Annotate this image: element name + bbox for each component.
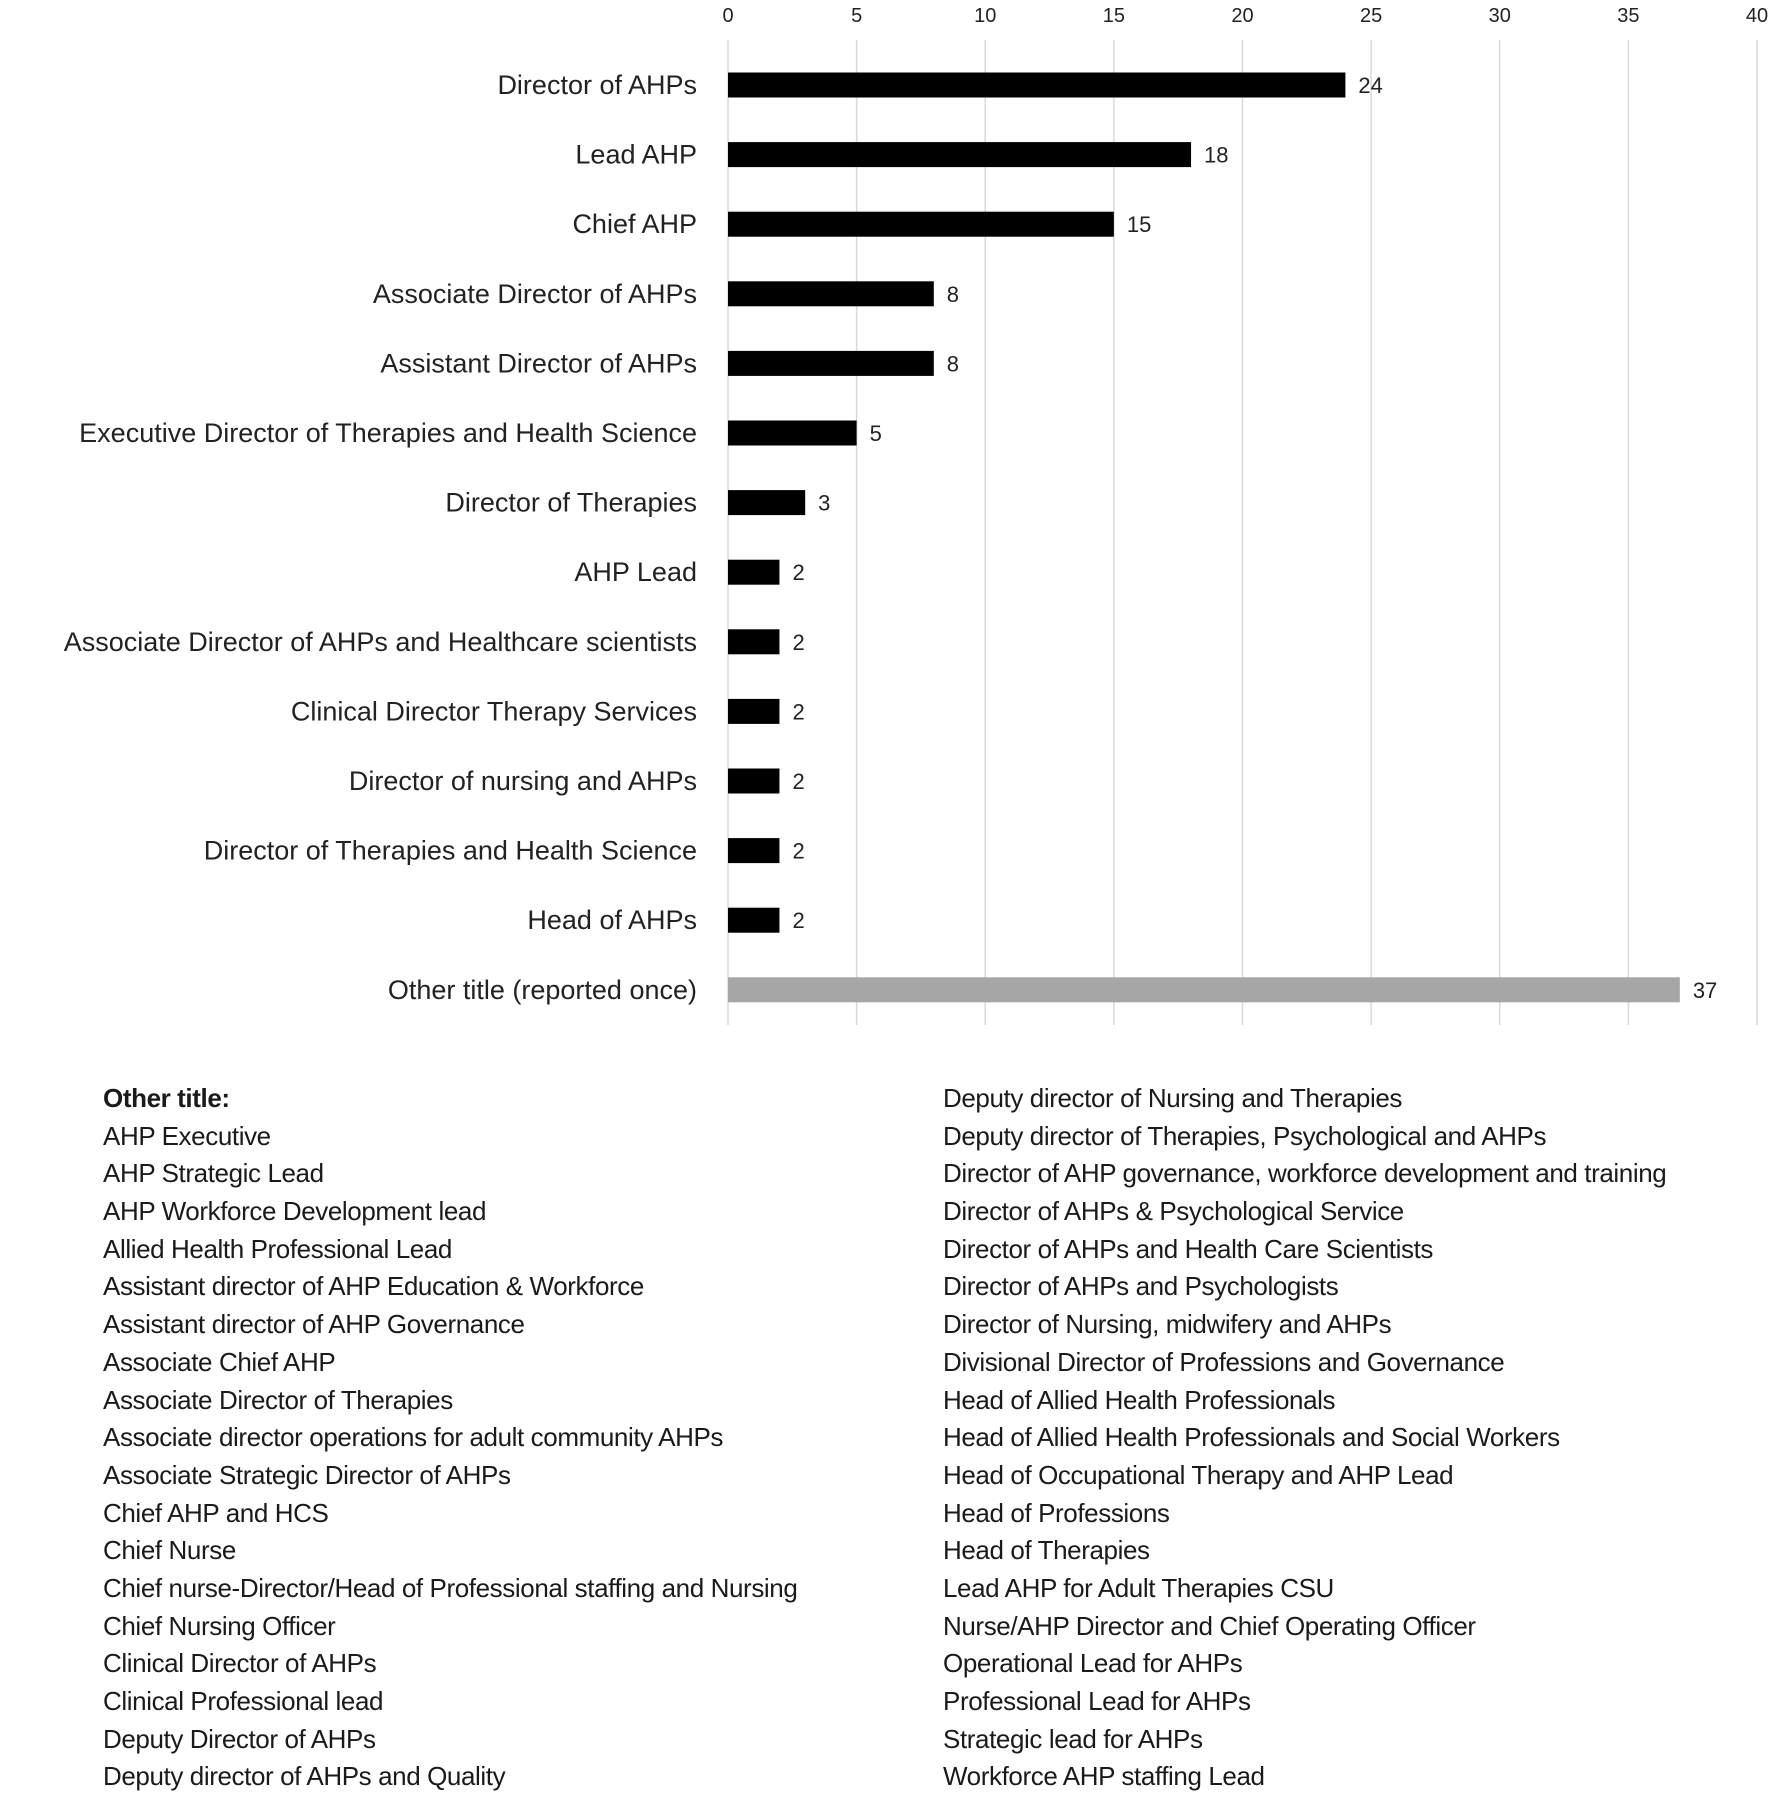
bar [728, 977, 1680, 1002]
other-title-item: Lead AHP for Adult Therapies CSU [943, 1572, 1334, 1603]
data-label: 24 [1358, 73, 1383, 98]
data-label: 2 [792, 769, 805, 794]
data-label: 37 [1692, 977, 1718, 1003]
x-tick-label: 5 [851, 5, 863, 27]
other-titles-left-column [103, 1080, 797, 1796]
other-title-item: Assistant director of AHP Education & Workforce [103, 1271, 644, 1302]
other-title-item: Associate Director of Therapies [103, 1384, 453, 1415]
other-title-item: Deputy director of AHPs and Quality [103, 1761, 506, 1792]
data-label: 15 [1126, 212, 1152, 238]
gridlines [728, 40, 1757, 1025]
data-label: 8 [946, 351, 960, 377]
bar [728, 142, 1191, 167]
data-label: 2 [792, 908, 805, 934]
data-label: 2 [792, 838, 805, 864]
other-title-item: AHP Executive [103, 1120, 271, 1151]
other-title-item: Clinical Professional lead [103, 1686, 384, 1716]
bar [728, 838, 779, 863]
other-title-item: Director of Nursing, midwifery and AHPs [943, 1309, 1392, 1340]
data-label: 18 [1204, 142, 1229, 168]
x-tick-label: 15 [1102, 5, 1125, 27]
other-title-item: Strategic lead for AHPs [943, 1723, 1203, 1754]
x-tick-label: 10 [974, 5, 997, 27]
bar [728, 699, 779, 724]
bar [728, 351, 934, 376]
other-title-item: Head of Allied Health Professionals [943, 1384, 1336, 1415]
bar [728, 560, 779, 585]
category-label: Director of Therapies and Health Science [203, 835, 697, 866]
bar [728, 769, 779, 794]
x-tick-label: 0 [722, 5, 734, 27]
category-label: Director of nursing and AHPs [348, 766, 697, 796]
other-title-item: Head of Therapies [943, 1535, 1150, 1566]
other-titles-heading: Other title: [103, 1083, 230, 1113]
category-label: Director of Therapies [445, 487, 697, 518]
other-title-item: Professional Lead for AHPs [943, 1686, 1251, 1716]
bar [728, 629, 779, 654]
other-titles-right-column [943, 1080, 1666, 1796]
other-title-item: Head of Professions [943, 1497, 1170, 1528]
bars [728, 73, 1680, 1003]
other-title-item: Chief Nursing Officer [103, 1610, 336, 1641]
category-label: Assistant Director of AHPs [380, 348, 697, 379]
category-label: Executive Director of Therapies and Health Science [79, 418, 697, 448]
category-label: Chief AHP [572, 209, 697, 240]
bar [728, 908, 779, 933]
other-title-item: Workforce AHP staffing Lead [943, 1761, 1265, 1792]
bar [728, 73, 1345, 98]
data-label: 3 [818, 490, 831, 516]
x-axis-ticks [722, 5, 1768, 27]
x-tick-label: 40 [1745, 5, 1769, 27]
data-label: 2 [792, 560, 805, 586]
other-title-item: Director of AHPs and Psychologists [943, 1271, 1339, 1302]
other-title-item: Head of Allied Health Professionals and Social Workers [943, 1422, 1560, 1453]
bar [728, 421, 857, 446]
other-title-item: Deputy Director of AHPs [103, 1723, 376, 1754]
bar [728, 281, 934, 306]
bar [728, 212, 1114, 237]
other-title-item: Chief AHP and HCS [103, 1497, 329, 1528]
data-label: 5 [869, 421, 882, 446]
other-title-item: Deputy director of Therapies, Psychological and AHPs [943, 1120, 1547, 1151]
other-title-item: AHP Workforce Development lead [103, 1196, 487, 1227]
other-titles-list [0, 1080, 1780, 1800]
other-title-item: Chief nurse-Director/Head of Professional staffing and Nursing [103, 1572, 798, 1603]
x-tick-label: 20 [1231, 5, 1254, 27]
other-title-item: Chief Nurse [103, 1535, 236, 1566]
category-label: Other title (reported once) [387, 974, 697, 1005]
x-tick-label: 30 [1488, 5, 1511, 27]
other-title-item: Deputy director of Nursing and Therapies [943, 1083, 1402, 1113]
other-title-item: Director of AHP governance, workforce development and training [943, 1158, 1667, 1189]
category-label: Clinical Director Therapy Services [290, 696, 697, 727]
category-labels [64, 70, 697, 1005]
category-label: Head of AHPs [527, 905, 697, 936]
other-title-item: Associate Chief AHP [103, 1346, 336, 1377]
other-title-item: Associate Strategic Director of AHPs [103, 1459, 511, 1490]
other-title-item: Associate director operations for adult community AHPs [103, 1422, 724, 1453]
other-title-item: AHP Strategic Lead [103, 1158, 324, 1189]
other-title-item: Operational Lead for AHPs [943, 1648, 1243, 1679]
other-title-item: Director of AHPs and Health Care Scientists [943, 1233, 1434, 1264]
data-label: 2 [792, 699, 805, 725]
other-title-item: Assistant director of AHP Governance [103, 1309, 525, 1340]
x-tick-label: 35 [1617, 5, 1640, 27]
data-label: 8 [946, 281, 960, 307]
category-label: AHP Lead [574, 557, 697, 588]
other-title-item: Head of Occupational Therapy and AHP Lead [943, 1459, 1454, 1490]
other-title-item: Director of AHPs & Psychological Service [943, 1196, 1404, 1227]
bar [728, 490, 805, 515]
category-label: Associate Director of AHPs and Healthcare scientists [63, 626, 697, 657]
other-title-item: Divisional Director of Professions and Governance [943, 1346, 1505, 1377]
category-label: Lead AHP [575, 139, 697, 170]
category-label: Director of AHPs [497, 70, 697, 100]
other-title-item: Nurse/AHP Director and Chief Operating Officer [943, 1610, 1476, 1641]
x-tick-label: 25 [1360, 5, 1383, 27]
category-label: Associate Director of AHPs [372, 278, 697, 309]
other-title-item: Allied Health Professional Lead [103, 1233, 452, 1264]
data-label: 2 [792, 629, 805, 655]
other-title-item: Clinical Director of AHPs [103, 1648, 377, 1679]
